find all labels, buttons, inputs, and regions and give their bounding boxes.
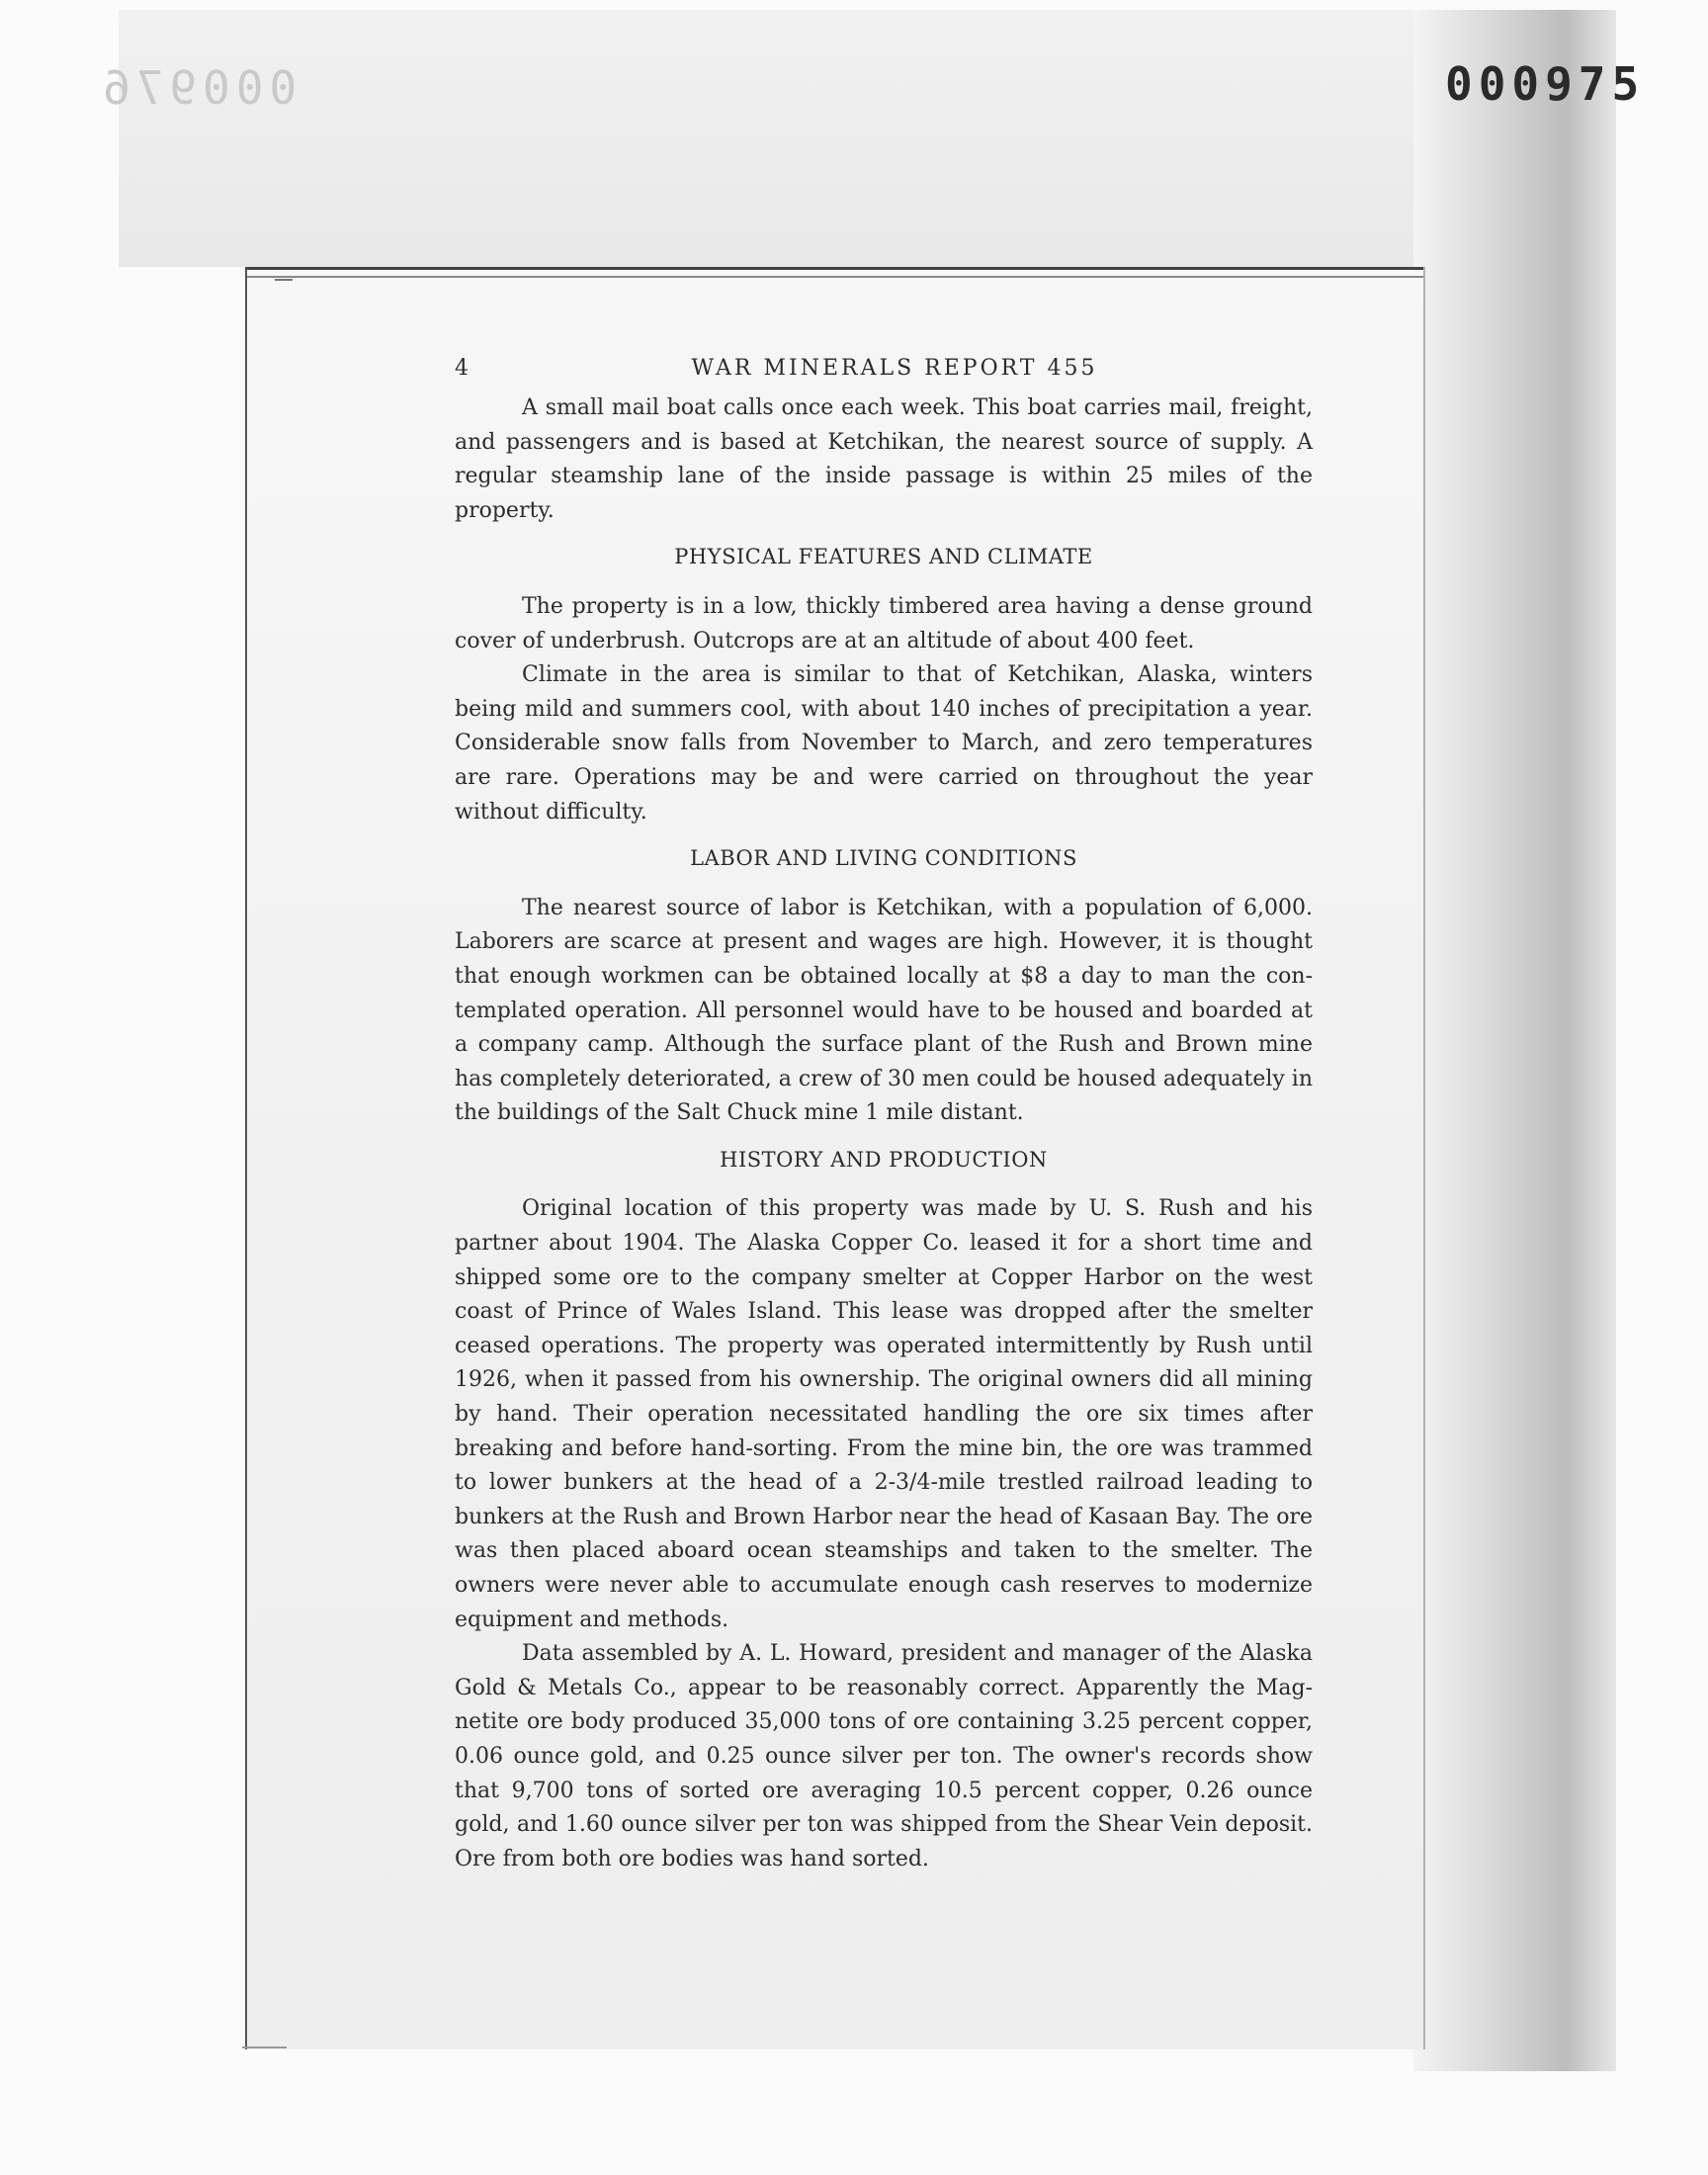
photocopy-shadow-right — [1413, 10, 1616, 2071]
paragraph-physical-1: The property is in a low, thickly timbered area having a dense ground cover of underbrush. Outcrops are at an altitude of about 400 feet. — [455, 593, 1313, 653]
bates-stamp: 000975 — [1445, 57, 1646, 111]
section-heading-history: HISTORY AND PRODUCTION — [720, 1147, 1048, 1172]
photocopy-shadow-top — [119, 10, 1616, 267]
spacer — [455, 574, 1313, 590]
running-head — [455, 352, 1313, 392]
spacer — [455, 829, 1313, 841]
bates-stamp-mirrored: 000976 — [97, 61, 298, 115]
spacer — [455, 1131, 1313, 1143]
paragraph-labor-1: The nearest source of labor is Ketchikan, with a population of 6,000. Laborers are scarce at present and wages are high. However, it is thought that enough workmen can be obtained locally at $8 a day to man the contemplated operation. All personnel would have to be housed and boarded at a company camp. Although the surface plant of the Rush and Brown mine has completely deteriorated, a crew of 30 men could be housed adequately in the buildings of the Salt Chuck mine 1 mile distant. — [455, 895, 1314, 1126]
section-heading-labor: LABOR AND LIVING CONDITIONS — [690, 846, 1077, 871]
page-content — [455, 352, 1313, 1876]
section-heading-physical: PHYSICAL FEATURES AND CLIMATE — [674, 545, 1093, 569]
margin-mark-bottom — [242, 2046, 287, 2048]
report-title: WAR MINERALS REPORT 455 — [691, 356, 1098, 381]
intro-paragraph: A small mail boat calls once each week. This boat carries mail, freight, and passengers and is based at Ketchikan, the nearest source of supply. A regular steamship lane of the inside passage is within 25 miles of the property. — [455, 395, 1313, 523]
spacer — [455, 876, 1313, 892]
page-number: 4 — [455, 356, 469, 381]
paragraph-physical-2: Climate in the area is similar to that of Ketchikan, Alaska, winters being mild and summers cool, with about 140 inches of precipitation a year. Considerable snow falls from November to March, and zero temperatures are rare. Operations may be and were carried on throughout the year without difficulty. — [455, 662, 1313, 825]
spacer — [455, 1176, 1313, 1192]
margin-mark — [275, 279, 293, 281]
spacer — [455, 528, 1313, 540]
paragraph-history-2: Data assembled by A. L. Howard, president and manager of the Alaska Gold & Metals Co., appear to be reasonably correct. Apparently the Magnetite ore body produced 35,000 tons of ore containing 3.25 percent copper, 0.06 ounce gold, and 0.25 ounce silver per ton. The owner's records show that 9,700 tons of sorted ore averaging 10.5 percent copper, 0.26 ounce gold, and 1.60 ounce silver per ton was shipped from the Shear Vein deposit. Ore from both ore bodies was hand sorted. — [455, 1641, 1313, 1871]
paragraph-history-1: Original location of this property was made by U. S. Rush and his partner about 1904. The Alaska Copper Co. leased it for a short time and shipped some ore to the company smelter at Copper Harbor on the west coast of Prince of Wales Island. This lease was dropped after the smelter ceased operations. The property was operated intermittently by Rush until 1926, when it passed from his ownership. The original owners did all mining by hand. Their operation necessitated handling the ore six times after breaking and before hand-sorting. From the mine bin, the ore was trammed to lower bunkers at the head of a 2-3/4-mile trestled railroad leading to bunkers at the Rush and Brown Harbor near the head of Kasaan Bay. The ore was then placed aboard ocean steamships and taken to the smelter. The owners were never able to accumulate enough cash reserves to modernize equipment and methods. — [455, 1196, 1313, 1632]
